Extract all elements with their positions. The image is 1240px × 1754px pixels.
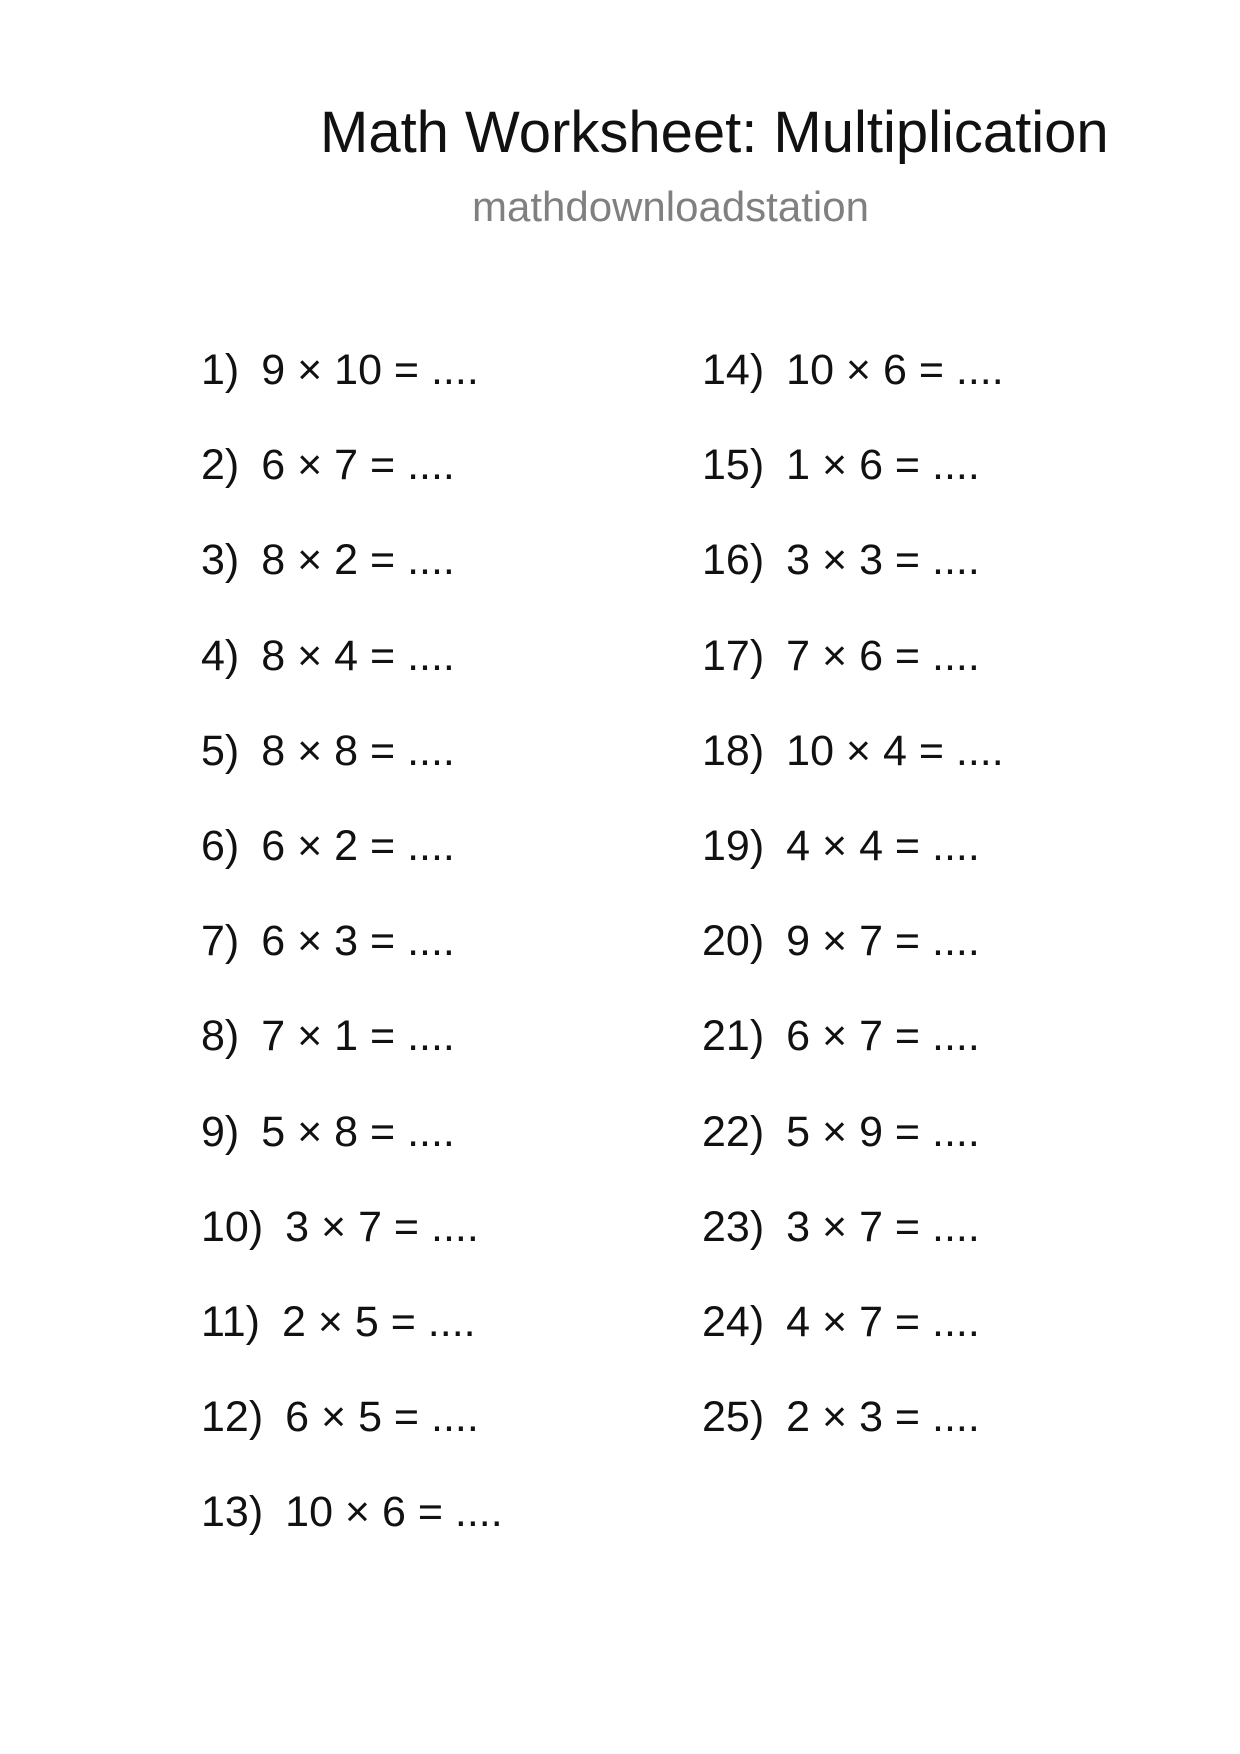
problem-item [201,725,503,820]
problem-item [201,1296,503,1391]
problem-expression: 5 × 9 = .... [786,1107,980,1156]
problem-number: 8) [201,1012,240,1061]
problem-number: 19) [702,821,765,870]
problem-item [201,915,503,1010]
problem-item [201,439,503,534]
problem-expression: 6 × 3 = .... [261,917,455,966]
problem-expression: 6 × 2 = .... [261,821,455,870]
problem-number: 22) [702,1107,765,1156]
problem-item [702,1391,1004,1486]
problem-number: 17) [702,631,765,680]
problem-column-left [201,344,503,1581]
problem-number: 3) [201,536,240,585]
page-title: Math Worksheet: Multiplication [320,100,1109,165]
problem-item [702,915,1004,1010]
problem-number: 15) [702,441,765,490]
problem-item [702,344,1004,439]
problem-number: 6) [201,821,240,870]
problem-number: 14) [702,346,765,394]
problem-number: 18) [702,726,765,775]
problem-expression: 7 × 6 = .... [786,631,980,680]
problem-number: 2) [201,441,240,490]
problem-item [201,1486,503,1581]
problem-expression: 8 × 2 = .... [261,536,455,585]
problem-expression: 10 × 6 = .... [285,1488,503,1537]
problem-item [201,1391,503,1486]
problem-expression: 3 × 7 = .... [285,1202,479,1251]
page-subtitle: mathdownloadstation [472,183,869,230]
problem-number: 5) [201,726,240,775]
problem-number: 16) [702,536,765,585]
problem-item [702,1010,1004,1105]
problem-number: 4) [201,631,240,680]
problem-expression: 5 × 8 = .... [261,1107,455,1156]
problem-expression: 6 × 5 = .... [285,1393,479,1442]
problem-expression: 3 × 3 = .... [786,536,980,585]
problem-item [201,1010,503,1105]
problem-item [702,1296,1004,1391]
problem-item [702,1201,1004,1296]
problem-item [702,630,1004,725]
problem-expression: 7 × 1 = .... [261,1012,455,1061]
problem-expression: 9 × 7 = .... [786,917,980,966]
problem-item [201,534,503,629]
problem-number: 7) [201,917,240,966]
problem-expression: 6 × 7 = .... [261,441,455,490]
problem-column-right [702,344,1004,1486]
problem-expression: 9 × 10 = .... [261,346,479,394]
problem-number: 10) [201,1202,264,1251]
problem-item [201,1106,503,1201]
problem-expression: 1 × 6 = .... [786,441,980,490]
problem-number: 13) [201,1488,264,1537]
problem-number: 1) [201,346,240,394]
problem-expression: 4 × 4 = .... [786,821,980,870]
problem-expression: 3 × 7 = .... [786,1202,980,1251]
problem-item [702,439,1004,534]
problem-item [702,534,1004,629]
problem-number: 9) [201,1107,240,1156]
problem-number: 25) [702,1393,765,1442]
problem-expression: 4 × 7 = .... [786,1297,980,1346]
problem-expression: 2 × 5 = .... [281,1297,476,1346]
problem-item [201,344,503,439]
problem-number: 23) [702,1202,765,1251]
problem-item [201,1201,503,1296]
problem-number: 24) [702,1297,765,1346]
problem-expression: 6 × 7 = .... [786,1012,980,1061]
problem-expression: 10 × 6 = .... [786,346,1004,394]
problem-item [702,1106,1004,1201]
problem-item [702,725,1004,820]
problem-number: 12) [201,1393,264,1442]
problem-expression: 8 × 8 = .... [261,726,455,775]
problem-expression: 10 × 4 = .... [786,726,1004,775]
problem-number: 11) [201,1297,260,1346]
problem-expression: 8 × 4 = .... [261,631,455,680]
problem-item [702,820,1004,915]
problem-expression: 2 × 3 = .... [786,1393,980,1442]
problem-number: 20) [702,917,765,966]
problem-item [201,820,503,915]
problem-number: 21) [702,1012,765,1061]
problem-item [201,630,503,725]
